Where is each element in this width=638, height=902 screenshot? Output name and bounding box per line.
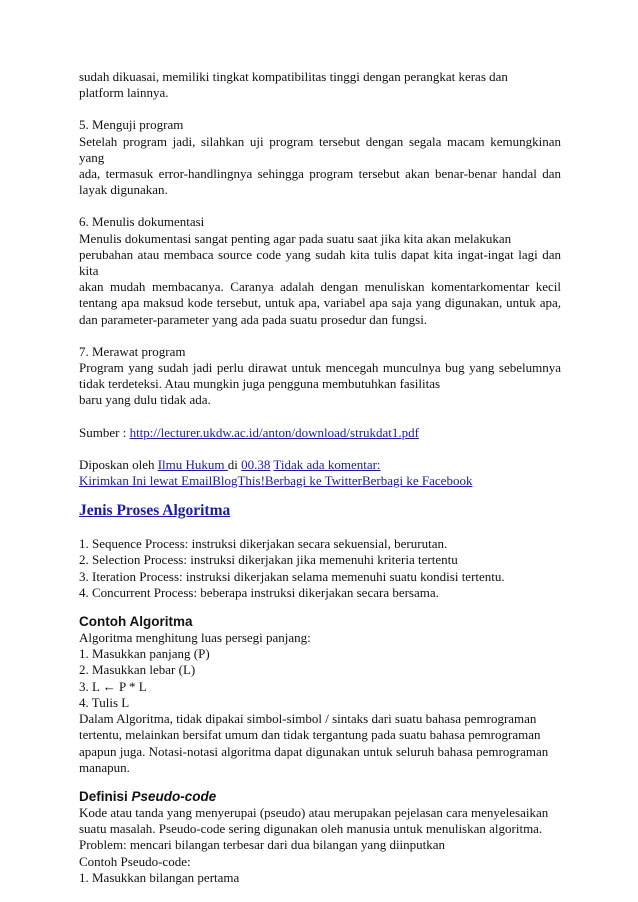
contoh-line: manapun.: [79, 759, 130, 775]
at-label: di: [227, 456, 242, 472]
step-body-line: akan mudah membacanya. Caranya adalah dengan menuliskan komentarkomentar kecil: [79, 279, 561, 295]
contoh-line: apapun juga. Notasi-notasi algoritma dapat digunakan untuk seluruh bahasa pemrograman: [79, 743, 549, 759]
comments-link[interactable]: Tidak ada komentar:: [273, 456, 381, 472]
step-body-line: Setelah program jadi, silahkan uji program tersebut dengan segala macam kemungkinan yang: [79, 133, 561, 165]
process-list-item: 2. Selection Process: instruksi dikerjakan jika memenuhi kriteria tertentu: [79, 552, 458, 568]
process-list-item: 3. Iteration Process: instruksi dikerjakan selama memenuhi suatu kondisi tertentu.: [79, 568, 505, 584]
section-heading: [79, 788, 561, 805]
pseudo-line: 1. Masukkan bilangan pertama: [79, 869, 240, 885]
step-body-line: tidak terdeteksi. Atau mungkin juga pengguna membutuhkan fasilitas: [79, 376, 441, 392]
share-line: [79, 473, 561, 489]
source-label: Sumber :: [79, 424, 130, 440]
step-body-line: baru yang dulu tidak ada.: [79, 392, 211, 408]
contoh-line: Algoritma menghitung luas persegi panjang:: [79, 630, 311, 646]
contoh-line: 2. Masukkan lebar (L): [79, 662, 196, 678]
contoh-line: 4. Tulis L: [79, 694, 130, 710]
intro-line: sudah dikuasai, memiliki tingkat kompatibilitas tinggi dengan perangkat keras dan: [79, 69, 508, 84]
post-meta: [79, 457, 561, 473]
posted-by-label: Diposkan oleh: [79, 456, 158, 472]
step-title: 6. Menulis dokumentasi: [79, 214, 205, 230]
process-list-item: 4. Concurrent Process: beberapa instruksi dikerjakan secara bersama.: [79, 584, 439, 600]
heading-term: Pseudo-code: [131, 788, 217, 804]
step-body-line: ada, termasuk error-handlingnya sehingga program tersebut akan benar-benar handal dan: [79, 166, 561, 182]
share-links[interactable]: Kirimkan Ini lewat EmailBlogThis!Berbagi ke TwitterBerbagi ke Facebook: [79, 473, 473, 489]
step-body-line: perubahan atau membaca source code yang sudah kita tulis dapat kita ingat-ingat lagi dan kita: [79, 246, 561, 279]
contoh-line: 3. L ← P * L: [79, 678, 147, 694]
step-body-line: dan parameter-parameter yang ada pada suatu prosedur dan fungsi.: [79, 311, 428, 327]
pseudo-line: suatu masalah. Pseudo-code sering digunakan oleh manusia untuk menuliskan algoritma.: [79, 821, 543, 837]
process-list-item: 1. Sequence Process: instruksi dikerjakan secara sekuensial, berurutan.: [79, 536, 448, 552]
source-link[interactable]: http://lecturer.ukdw.ac.id/anton/download/strukdat1.pdf: [129, 424, 419, 440]
pseudo-line: Problem: mencari bilangan terbesar dari dua bilangan yang diinputkan: [79, 837, 446, 853]
intro-line: platform lainnya.: [79, 85, 169, 101]
post-title-link[interactable]: Jenis Proses Algoritma: [79, 502, 231, 520]
time-link[interactable]: 00.38: [241, 456, 271, 472]
contoh-line: tertentu, melainkan bersifat umum dan tidak tergantung pada suatu bahasa pemrograman: [79, 727, 541, 743]
heading-prefix: Definisi: [79, 788, 132, 804]
contoh-line: Dalam Algoritma, tidak dipakai simbol-simbol / sintaks dari suatu bahasa pemrograman: [79, 711, 537, 727]
step-title: 5. Menguji program: [79, 117, 184, 133]
step-body-line: tentang apa maksud kode tersebut, untuk apa, variabel apa saja yang digunakan, untuk apa,: [79, 295, 561, 311]
pseudo-line: Kode atau tanda yang menyerupai (pseudo) atau merupakan pejelasan cara menyelesaikan: [79, 804, 549, 820]
author-link[interactable]: Ilmu Hukum: [157, 456, 228, 472]
contoh-line: 1. Masukkan panjang (P): [79, 646, 210, 662]
step-body-line: Menulis dokumentasi sangat penting agar pada suatu saat jika kita akan melakukan: [79, 230, 512, 246]
step-body-line: Program yang sudah jadi perlu dirawat untuk mencegah munculnya bug yang sebelumnya: [79, 360, 561, 376]
step-title: 7. Merawat program: [79, 343, 186, 359]
source-line: [79, 425, 561, 441]
section-heading: Contoh Algoritma: [79, 614, 193, 630]
document-page: [79, 69, 561, 886]
post-title: [79, 501, 561, 520]
step-body-line: layak digunakan.: [79, 182, 168, 198]
pseudo-line: Contoh Pseudo-code:: [79, 853, 191, 869]
